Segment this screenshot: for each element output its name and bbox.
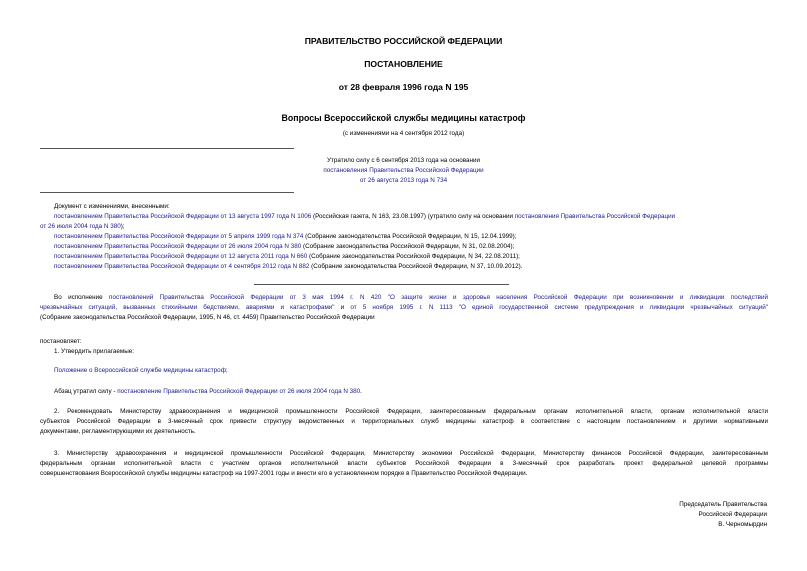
amendment-link[interactable]: постановлением Правительства Российской Федерации от 4 сентября 2012 года N 882 <box>54 263 310 270</box>
separator-line <box>254 284 509 285</box>
signature-country: Российской Федерации <box>698 511 767 518</box>
amendment-item: постановлением Правительства Российской Федерации от 4 сентября 2012 года N 882 (Собрание законодательства Российской Федерации, N 37, 10.09.2012). <box>54 263 523 270</box>
amendments-intro: Документ с изменениями, внесенными: <box>54 203 170 210</box>
date-number-heading: от 28 февраля 1996 года N 195 <box>338 82 469 92</box>
amendments-list <box>40 202 774 272</box>
amendment-item: постановлением Правительства Российской Федерации от 13 августа 1997 года N 1006 (Российская газета, N 163, 23.08.1997) (утратило силу на основании постановления Правительства Российской Федерации <box>54 213 676 220</box>
preamble-link[interactable]: от 5 ноября 1995 г. N 1113 "О единой государственной системе предупреждения и ликвидации чрезвычайных ситуаций" <box>350 304 768 311</box>
separator-line <box>40 148 294 149</box>
amendment-link[interactable]: постановлением Правительства Российской Федерации от 26 июля 2004 года N 380 <box>54 243 302 250</box>
regulation-link[interactable]: Положение о Всероссийской службе медицины катастроф; <box>54 367 228 374</box>
preamble-link[interactable]: постановлений Правительства Российской Федерации от 3 мая 1994 г. N 420 "О защите жизни и здоровья населения Российской Федерации при возникновении и ликвидации последствий <box>109 294 768 301</box>
amendment-link[interactable]: постановлением Правительства Российской Федерации от 13 августа 1997 года N 1006 <box>54 213 312 220</box>
amendment-link[interactable]: постановления Правительства Российской Федерации <box>514 213 676 220</box>
invalid-notice-text: Утратило силу с 6 сентября 2013 года на основании <box>326 157 480 164</box>
doc-type-heading: ПОСТАНОВЛЕНИЕ <box>364 59 443 69</box>
invalid-notice-link-date[interactable]: от 26 августа 2013 года N 734 <box>359 177 448 184</box>
item1-note: Абзац утратил силу - постановление Правительства Российской Федерации от 26 июля 2004 года N 380. <box>54 388 362 395</box>
signature-name: В. Черномырдин <box>718 521 767 528</box>
document-title: Вопросы Всероссийской службы медицины катастроф <box>281 113 526 123</box>
amended-note: (с изменениями на 4 сентября 2012 года) <box>342 130 465 137</box>
amendment-link[interactable]: постановлением Правительства Российской Федерации от 12 августа 2011 года N 660 <box>54 253 308 260</box>
amendment-item: постановлением Правительства Российской Федерации от 26 июля 2004 года N 380 (Собрание законодательства Российской Федерации, N 31, 02.08.2004); <box>54 243 515 250</box>
separator-line <box>40 192 294 193</box>
item2-paragraph: 2. Рекомендовать Министерству здравоохранения и медицинской промышленности Российской Федерации, заинтересованным федеральным органам исполнительной власти, органам исполнительной власти субъектов Российской Федерации в 3-месячный срок привести структуру ведомственных и территориальных служб медицины катастроф в соответствие с настоящим постановлением и другими нормативными документами, регламентирующими их деятельность. <box>40 408 768 435</box>
amendment-link[interactable]: от 26 июля 2004 года N 380 <box>40 223 121 230</box>
signature-block <box>679 500 767 530</box>
resolves-text: постановляет: <box>40 338 82 345</box>
invalid-notice-link[interactable]: постановления Правительства Российской Федерации <box>323 167 484 174</box>
preamble-paragraph: Во исполнение постановлений Правительства Российской Федерации от 3 мая 1994 г. N 420 "О защите жизни и здоровья населения Российской Федерации при возникновении и ликвидации последствий чрезвычайных ситуаций, вызванных стихийными бедствиями, авариями и катастрофами" и от 5 ноября 1995 г. N 1113 "О единой государственной системе предупреждения и ликвидации чрезвычайных ситуаций" (Собрание законодательства Российской Федерации, 1995, N 46, ст. 4459) Правительство Российской Федерации <box>40 294 768 321</box>
preamble-link[interactable]: чрезвычайных ситуаций, вызванных стихийными бедствиями, авариями и катастрофами" <box>40 304 335 311</box>
item3-paragraph: 3. Министерству здравоохранения и медицинской промышленности Российской Федерации, Министерству экономики Российской Федерации, Министерству финансов Российской Федерации, заинтересованным федеральным органам исполнительной власти с участием органов исполнительной власти субъектов Российской Федерации в 3-месячный срок разработать проект федеральной целевой программы совершенствования Всероссийской службы медицины катастроф на 1997-2001 годы и внести его в установленном порядке в Правительство Российской Федерации. <box>40 450 768 477</box>
signature-position: Председатель Правительства <box>679 501 767 508</box>
item1-text: 1. Утвердить прилагаемые: <box>54 348 134 355</box>
amendment-link[interactable]: постановлением Правительства Российской Федерации от 5 апреля 1999 года N 374 <box>54 233 304 240</box>
amendment-item-continuation: от 26 июля 2004 года N 380); <box>40 223 125 230</box>
repeal-link[interactable]: постановление Правительства Российской Федерации от 26 июля 2004 года N 380 <box>117 388 361 395</box>
government-heading: ПРАВИТЕЛЬСТВО РОССИЙСКОЙ ФЕДЕРАЦИИ <box>304 36 503 46</box>
amendment-item: постановлением Правительства Российской Федерации от 5 апреля 1999 года N 374 (Собрание законодательства Российской Федерации, N 15, 12.04.1999); <box>54 233 517 240</box>
amendment-item: постановлением Правительства Российской Федерации от 12 августа 2011 года N 660 (Собрание законодательства Российской Федерации, N 34, 22.08.2011); <box>54 253 520 260</box>
